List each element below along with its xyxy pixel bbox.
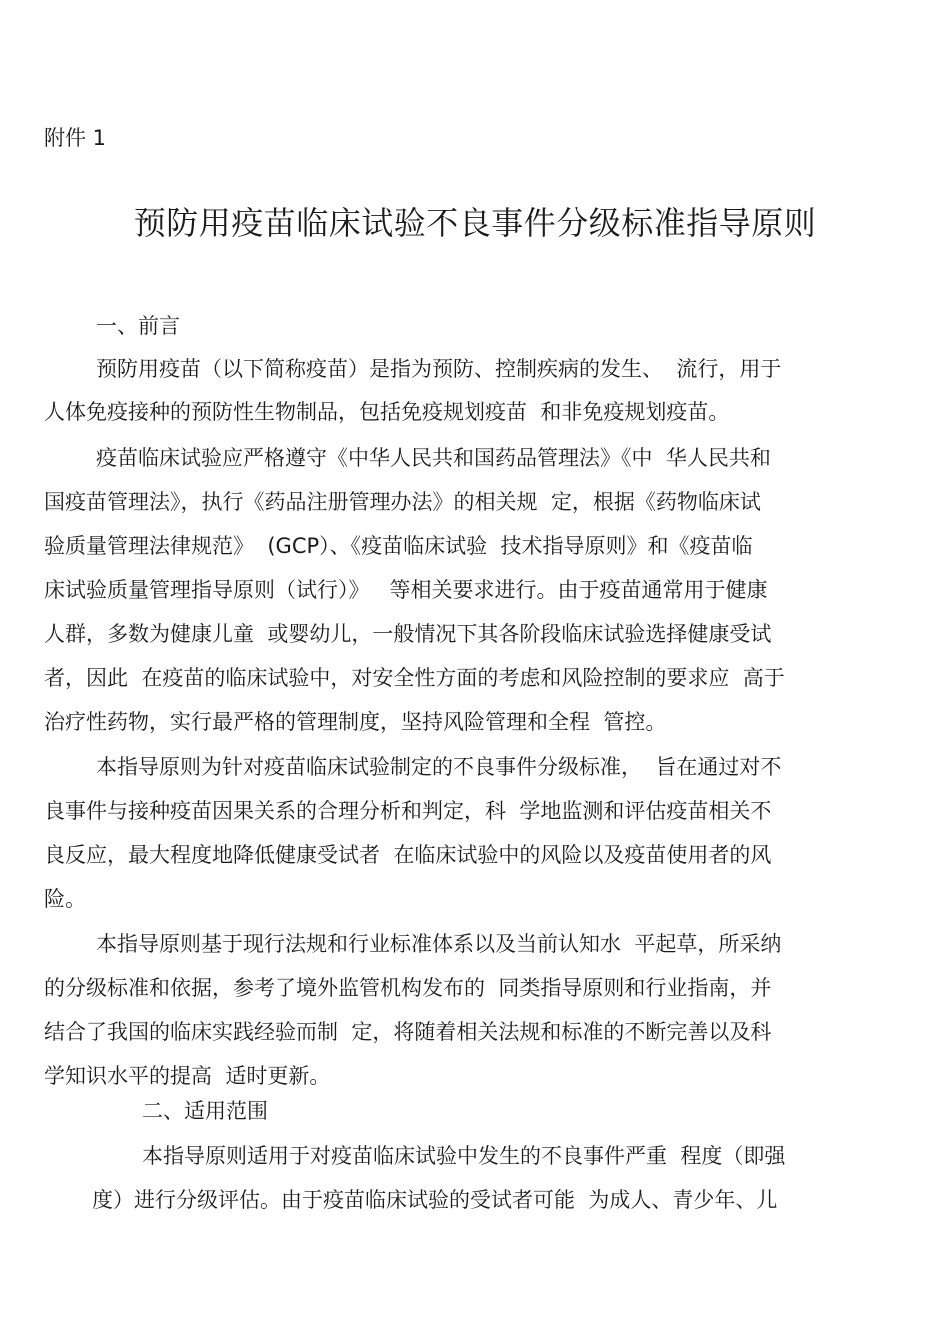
paragraph-line: 床试验质量管理指导原则（试行）》 等相关要求进行。由于疫苗通常用于健康 [44,578,768,602]
attachment-label: 附件 1 [44,126,107,150]
paragraph-line: 良反应，最大程度地降低健康受试者 在临床试验中的风险以及疫苗使用者的风 [44,843,772,867]
paragraph-line: 治疗性药物，实行最严格的管理制度，坚持风险管理和全程 管控。 [44,710,667,734]
paragraph-line: 度）进行分级评估。由于疫苗临床试验的受试者可能 为成人、青少年、儿 [92,1188,778,1212]
section-heading-preface: 一、前言 [96,314,180,338]
paragraph-line: 本指导原则为针对疫苗临床试验制定的不良事件分级标准， 旨在通过对不 [96,755,782,779]
paragraph-line: 险。 [44,887,86,911]
paragraph-line: 人群，多数为健康儿童 或婴幼儿，一般情况下其各阶段临床试验选择健康受试 [44,622,772,646]
paragraph-line: 者，因此 在疫苗的临床试验中，对安全性方面的考虑和风险控制的要求应 高于 [44,666,785,690]
document-title: 预防用疫苗临床试验不良事件分级标准指导原则 [133,204,817,242]
section-heading-scope: 二、适用范围 [142,1099,268,1123]
paragraph-line: 本指导原则基于现行法规和行业标准体系以及当前认知水 平起草，所采纳 [96,932,782,956]
paragraph-line: 人体免疫接种的预防性生物制品，包括免疫规划疫苗 和非免疫规划疫苗。 [44,400,730,424]
paragraph-line: 学知识水平的提高 适时更新。 [44,1064,331,1088]
paragraph-line: 预防用疫苗（以下简称疫苗）是指为预防、控制疾病的发生、 流行，用于 [96,357,782,381]
paragraph-line: 验质量管理法律规范》 (GCP）、《疫苗临床试验 技术指导原则》和《疫苗临 [44,534,753,558]
paragraph-line: 结合了我国的临床实践经验而制 定，将随着相关法规和标准的不断完善以及科 [44,1020,772,1044]
paragraph-line: 本指导原则适用于对疫苗临床试验中发生的不良事件严重 程度（即强 [142,1144,786,1168]
paragraph-line: 疫苗临床试验应严格遵守《中华人民共和国药品管理法》《中 华人民共和 [96,446,771,470]
paragraph-line: 的分级标准和依据，参考了境外监管机构发布的 同类指导原则和行业指南，并 [44,976,772,1000]
paragraph-line: 良事件与接种疫苗因果关系的合理分析和判定，科 学地监测和评估疫苗相关不 [44,799,772,823]
paragraph-line: 国疫苗管理法》，执行《药品注册管理办法》的相关规 定，根据《药物临床试 [44,490,761,514]
